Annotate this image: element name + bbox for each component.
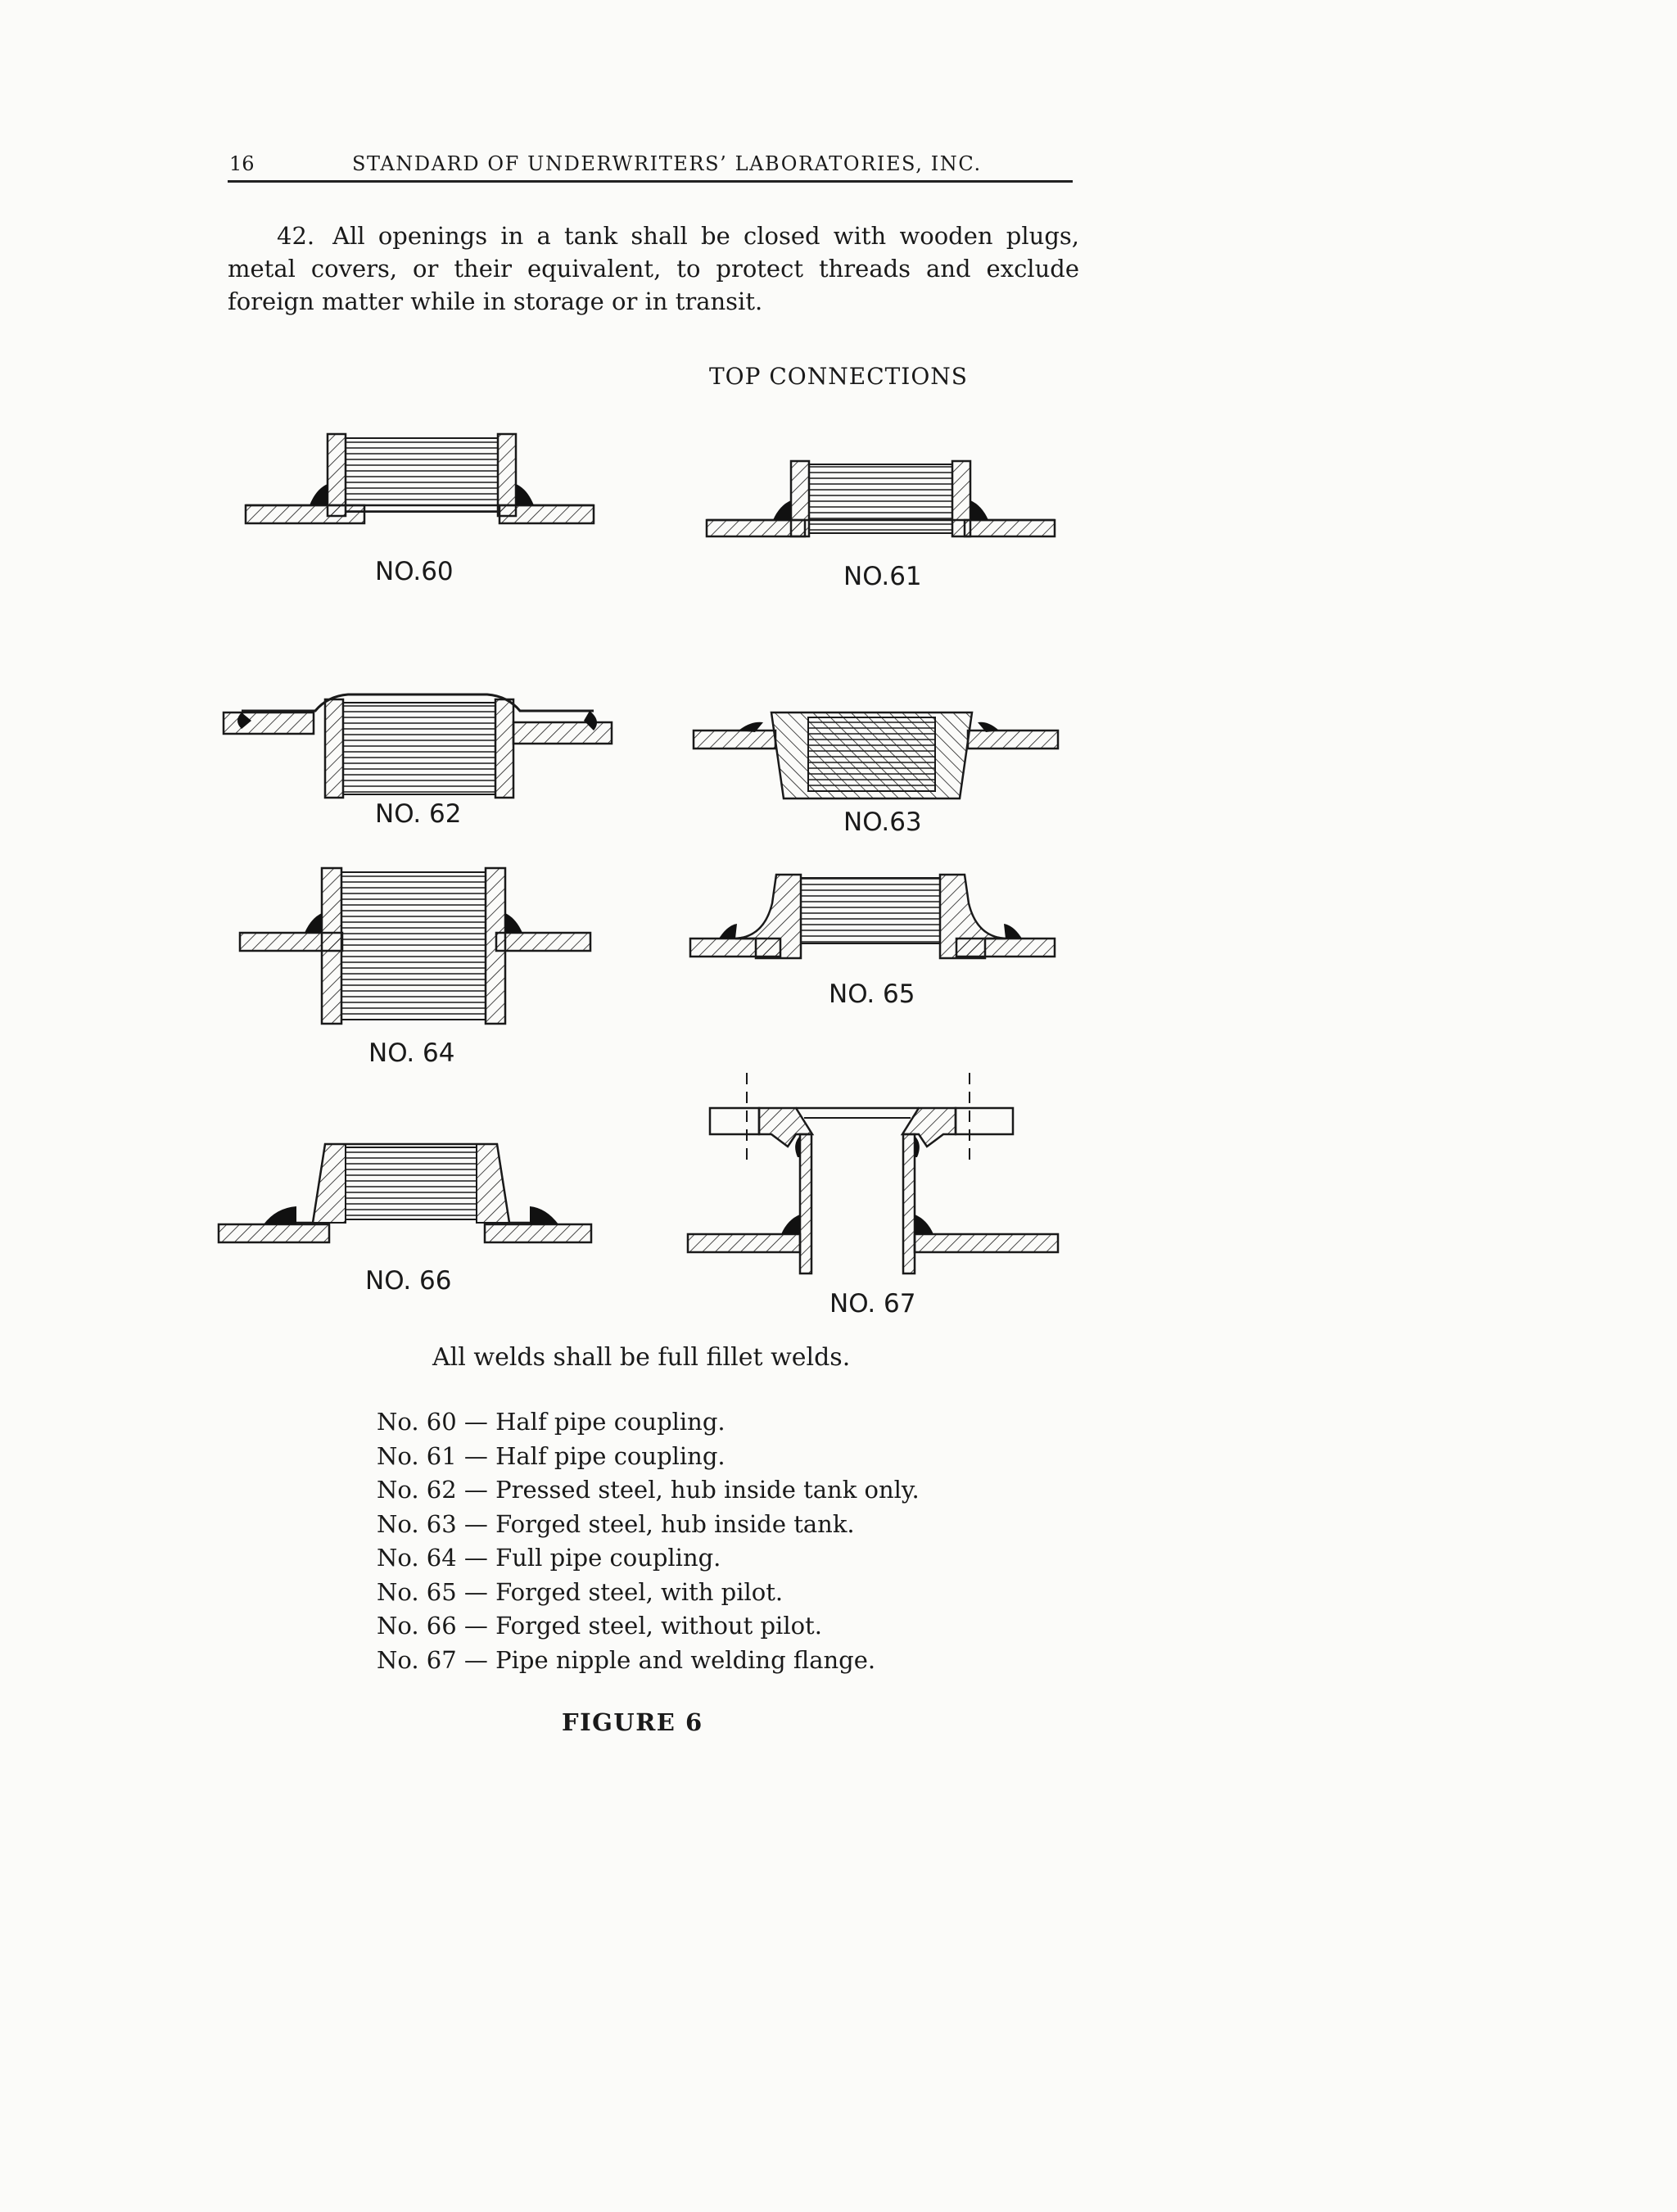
label-no63: NO.63 [843,807,922,837]
drawing-no60 [237,430,606,536]
welds-note: All welds shall be full fillet welds. [432,1343,851,1372]
label-no64: NO. 64 [368,1038,455,1068]
page-number: 16 [229,152,255,175]
legend-item: No. 63 — Forged steel, hub inside tank. [377,1509,855,1538]
legend-item: No. 66 — Forged steel, without pilot. [377,1612,822,1640]
drawing-no64 [236,864,596,1028]
label-no65: NO. 65 [829,979,915,1009]
running-header: STANDARD OF UNDERWRITERS’ LABORATORIES, INC. [352,152,982,175]
label-no67: NO. 67 [829,1289,916,1319]
drawing-no63 [689,704,1066,803]
drawing-no67 [681,1069,1066,1282]
legend-item: No. 67 — Pipe nipple and welding flange. [377,1645,876,1674]
label-no61: NO.61 [843,562,922,591]
drawing-no66 [215,1134,599,1249]
paragraph-number: 42. [277,222,315,250]
label-no60: NO.60 [375,557,454,586]
paragraph-text: All openings in a tank shall be closed with wooden plugs, metal covers, or their equivalent, to protect threads and exclude foreign matter while in storage or in transit. [228,222,1079,315]
section-caption: TOP CONNECTIONS [709,363,968,390]
legend-list [377,1405,920,1677]
drawing-no61 [703,455,1063,545]
legend-item: No. 64 — Full pipe coupling. [377,1544,721,1572]
label-no66: NO. 66 [365,1266,452,1296]
drawing-no62 [217,688,626,803]
legend-item: No. 62 — Pressed steel, hub inside tank only. [377,1476,920,1504]
legend-item: No. 60 — Half pipe coupling. [377,1408,725,1436]
figure-title: FIGURE 6 [562,1708,703,1736]
drawing-no65 [686,866,1063,965]
header-rule [228,180,1073,183]
paragraph-42 [228,219,1079,318]
legend-item: No. 65 — Forged steel, with pilot. [377,1577,784,1606]
legend-item: No. 61 — Half pipe coupling. [377,1441,725,1470]
label-no62: NO. 62 [375,799,462,829]
